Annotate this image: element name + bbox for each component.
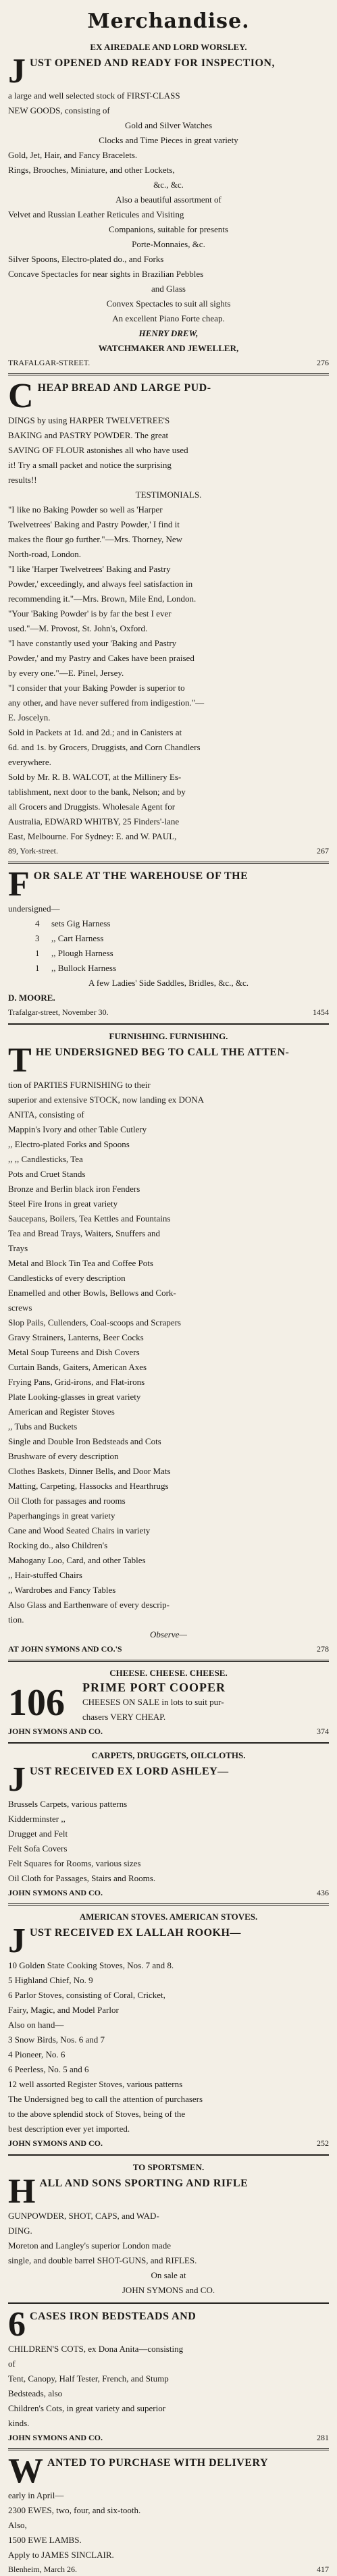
ad-lead: [8, 865, 329, 903]
body-line: Children's Cots, in great variety and superior: [8, 2403, 166, 2413]
item-tail: A few Ladies' Side Saddles, Bridles, &c., &c.: [88, 978, 249, 988]
ad-footer: [8, 1886, 329, 1899]
body-line: best description ever yet imported.: [8, 2124, 130, 2134]
ad-footer: [8, 1005, 329, 1019]
body-line: ,, Wardrobes and Fancy Tables: [8, 1585, 116, 1595]
body-line: Moreton and Langley's superior London made: [8, 2240, 171, 2251]
signature-name: D. MOORE.: [8, 993, 55, 1003]
advertisements: [8, 40, 329, 2576]
body-line: Enamelled and other Bowls, Bellows and Cork-: [8, 1288, 176, 1298]
ad-lead: [8, 52, 329, 90]
footer-text: TRAFALGAR-STREET.: [8, 358, 90, 367]
ad-body: [8, 2209, 329, 2298]
body-line: recommending it."—Mrs. Brown, Mile End, London.: [8, 594, 197, 604]
ad-lead: [8, 1924, 329, 1958]
footer-text: JOHN SYMONS AND CO.: [8, 2433, 103, 2442]
body-line: used."—M. Provost, St. John's, Oxford.: [8, 623, 148, 633]
body-line: Sold in Packets at 1d. and 2d.; and in Canisters at: [8, 727, 182, 737]
ad-bread: [8, 373, 329, 858]
body-line: Also,: [8, 2520, 27, 2530]
ad-headline: UST OPENED AND READY FOR INSPECTION,: [30, 57, 275, 69]
ad-number: 276: [317, 358, 329, 367]
cheese-line2: CHEESES ON SALE in lots to suit pur-: [82, 1697, 224, 1707]
body-line: Companions, suitable for presents: [109, 224, 228, 234]
ad-number: 267: [317, 846, 329, 856]
ad-headline: OR SALE AT THE WAREHOUSE OF THE: [33, 870, 249, 882]
body-line: 4 Pioneer, No. 6: [8, 2049, 66, 2059]
divider: [8, 2448, 329, 2450]
body-line: by every one."—E. Pinel, Jersey.: [8, 668, 124, 678]
body-line: 2300 EWES, two, four, and six-tooth.: [8, 2505, 141, 2515]
drop-cap: J: [8, 52, 26, 90]
drop-cap: W: [8, 2452, 43, 2490]
body-line: 6d. and 1s. by Grocers, Druggists, and Corn Chandlers: [8, 742, 201, 752]
observe-line: Observe—: [150, 1629, 187, 1639]
cheese-head: [8, 1681, 329, 1725]
body-line: North-road, London.: [8, 549, 81, 559]
body-line: Brussels Carpets, various patterns: [8, 1799, 128, 1809]
body-line: screws: [8, 1303, 32, 1313]
signature-title: WATCHMAKER AND JEWELLER,: [98, 343, 239, 353]
ad-lead: [8, 2172, 329, 2211]
body-line: DING.: [8, 2226, 32, 2236]
body-line: Powder,' and my Pastry and Cakes have been praised: [8, 653, 195, 663]
ad-headline: HEAP BREAD AND LARGE PUD-: [37, 382, 211, 394]
body-line: Clothes Baskets, Dinner Bells, and Door Mats: [8, 1466, 171, 1476]
cheese-lines: [82, 1681, 329, 1725]
body-line: Twelvetrees' Baking and Pastry Powder,' I find it: [8, 519, 180, 529]
body-line: Silver Spoons, Electro-plated do., and Forks: [8, 254, 164, 264]
body-line: Apply to JAMES SINCLAIR.: [8, 2550, 114, 2560]
ad-drew: [8, 40, 329, 369]
body-line: Mahogany Loo, Card, and other Tables: [8, 1555, 146, 1565]
ad-pretitle: EX AIREDALE AND LORD WORSLEY.: [90, 42, 247, 52]
body-line: Also on hand—: [8, 2020, 64, 2030]
body-line: tion.: [8, 1614, 24, 1625]
body-line: superior and extensive STOCK, now landing ex DONA: [8, 1095, 205, 1105]
ad-symons-furnishing: [8, 1023, 329, 1656]
drop-cap: F: [8, 865, 30, 903]
ad-headline: ALL AND SONS SPORTING AND RIFLE: [39, 2178, 249, 2189]
body-line: Fairy, Magic, and Model Parlor: [8, 2005, 119, 2015]
ad-number: 281: [317, 2433, 329, 2442]
body-line: 1500 EWE LAMBS.: [8, 2535, 82, 2545]
ad-body: [8, 413, 329, 844]
footer-text: Trafalgar-street, November 30.: [8, 1007, 109, 1017]
body-line: ANITA, consisting of: [8, 1109, 84, 1120]
body-line: Convex Spectacles to suit all sights: [106, 298, 231, 309]
ad-footer: [8, 1725, 329, 1738]
item-rows: [8, 916, 329, 976]
body-line: single, and double barrel SHOT-GUNS, and RIFLES.: [8, 2255, 197, 2265]
footer-text: Blenheim, March 26.: [8, 2565, 77, 2574]
ad-headline: UST RECEIVED EX LALLAH ROOKH—: [30, 1927, 241, 1939]
body-line: Sold by Mr. R. B. WALCOT, at the Millinery Es-: [8, 772, 182, 782]
body-line: "I consider that your Baking Powder is superior to: [8, 683, 185, 693]
body-line: a large and well selected stock of FIRST-CLASS: [8, 90, 180, 101]
drop-cap: J: [8, 1922, 26, 1960]
item-qty: 1: [35, 948, 40, 958]
body-line: Bronze and Berlin black iron Fenders: [8, 1184, 140, 1194]
body-line: ,, Hair-stuffed Chairs: [8, 1570, 82, 1580]
body-line: everywhere.: [8, 757, 51, 767]
ad-footer: [8, 844, 329, 858]
ad-moore: [8, 862, 329, 1019]
body-line: Oil Cloth for Passages, Stairs and Rooms.: [8, 1873, 156, 1883]
cheese-line3: chasers VERY CHEAP.: [82, 1712, 166, 1722]
body-line: Kidderminster ,,: [8, 1814, 66, 1824]
body-line: 10 Golden State Cooking Stoves, Nos. 7 and 8.: [8, 1960, 174, 1970]
ad-stoves: [8, 1903, 329, 2150]
drop-cap: H: [8, 2172, 36, 2211]
ad-footer: [8, 356, 329, 369]
body-line: SAVING OF FLOUR astonishes all who have used: [8, 445, 188, 455]
body-line: NEW GOODS, consisting of: [8, 105, 110, 115]
body-line: Curtain Bands, Gaiters, American Axes: [8, 1362, 147, 1372]
divider: [8, 2154, 329, 2156]
item-desc: ,, Bullock Harness: [51, 963, 117, 973]
body-line: kinds.: [8, 2418, 30, 2428]
ad-ewes: [8, 2448, 329, 2576]
drop-cap: C: [8, 377, 34, 415]
body-line: Concave Spectacles for near sights in Brazilian Pebbles: [8, 269, 204, 279]
body-line: DINGS by using HARPER TWELVETREE'S: [8, 415, 170, 425]
item-desc: ,, Plough Harness: [51, 948, 113, 958]
divider: [8, 1903, 329, 1905]
body-line: any other, and have never suffered from indigestion."—: [8, 698, 205, 708]
body-line: American and Register Stoves: [8, 1407, 115, 1417]
body-line: Frying Pans, Grid-irons, and Flat-irons: [8, 1377, 145, 1387]
body-line: Drugget and Felt: [8, 1829, 68, 1839]
body-line: Pots and Cruet Stands: [8, 1169, 86, 1179]
item-qty: 1: [35, 963, 40, 973]
ad-lead: [8, 2305, 329, 2344]
body-line: On sale at: [151, 2270, 186, 2280]
body-line: &c., &c.: [153, 180, 184, 190]
footer-text: AT JOHN SYMONS AND CO.'S: [8, 1644, 122, 1654]
body-line: Powder,' exceedingly, and always feel satisfaction in: [8, 579, 193, 589]
body-line: "I like 'Harper Twelvetrees' Baking and Pastry: [8, 564, 171, 574]
ad-headline: CASES IRON BEDSTEADS AND: [30, 2311, 197, 2322]
footer-text: 89, York-street.: [8, 846, 58, 856]
ad-number: 374: [317, 1727, 329, 1736]
ad-headline: ANTED TO PURCHASE WITH DELIVERY: [47, 2457, 269, 2469]
ad-pretitle: AMERICAN STOVES. AMERICAN STOVES.: [79, 1912, 258, 1922]
ad-footer: [8, 2562, 329, 2576]
ad-headline: UST RECEIVED EX LORD ASHLEY—: [30, 1766, 229, 1777]
body-line: Single and Double Iron Bedsteads and Cots: [8, 1436, 161, 1446]
divider: [8, 373, 329, 375]
body-line: GUNPOWDER, SHOT, CAPS, and WAD-: [8, 2211, 159, 2221]
ad-lead: [8, 2454, 329, 2488]
body-line: ,, Tubs and Buckets: [8, 1421, 78, 1431]
body-line: Gold, Jet, Hair, and Fancy Bracelets.: [8, 150, 138, 160]
body-line: Steel Fire Irons in great variety: [8, 1199, 118, 1209]
ad-footer: [8, 1642, 329, 1656]
ad-pretitle: CHEESE. CHEESE. CHEESE.: [109, 1668, 228, 1678]
body-line: early in April—: [8, 2490, 64, 2500]
cheese-line1: PRIME PORT COOPER: [82, 1681, 226, 1694]
divider: [8, 1742, 329, 1744]
body-line: ,, ,, Candlesticks, Tea: [8, 1154, 83, 1164]
ad-number: 436: [317, 1888, 329, 1897]
newspaper-page: [8, 0, 329, 2576]
masthead: Merchandise.: [87, 9, 250, 33]
body-line: Cane and Wood Seated Chairs in variety: [8, 1525, 151, 1535]
ad-body: [8, 1958, 329, 2136]
body-line: 6 Parlor Stoves, consisting of Coral, Cricket,: [8, 1990, 165, 2000]
item-row: [35, 946, 329, 961]
body-line: 3 Snow Birds, Nos. 6 and 7: [8, 2034, 105, 2045]
body-line: it! Try a small packet and notice the surprising: [8, 460, 172, 470]
ad-lead: [8, 1041, 329, 1080]
body-line: "Your 'Baking Powder' is by far the best I ever: [8, 608, 172, 619]
body-line: Plate Looking-glasses in great variety: [8, 1392, 141, 1402]
body-line: ,, Electro-plated Forks and Spoons: [8, 1139, 130, 1149]
body-line: Matting, Carpeting, Hassocks and Hearthrugs: [8, 1481, 169, 1491]
body-line: Oil Cloth for passages and rooms: [8, 1496, 126, 1506]
ad-pretitle: TO SPORTSMEN.: [132, 2162, 205, 2172]
body-line: Bedsteads, also: [8, 2388, 63, 2398]
body-line: BAKING and PASTRY POWDER. The great: [8, 430, 169, 440]
body-line: "I like no Baking Powder so well as 'Harper: [8, 504, 163, 515]
item-desc: sets Gig Harness: [51, 918, 111, 928]
body-line: The Undersigned beg to call the attention of purchasers: [8, 2094, 203, 2104]
body-line: Rings, Brooches, Miniature, and other Lockets,: [8, 165, 175, 175]
body-line: 6 Peerless, No. 5 and 6: [8, 2064, 89, 2074]
drop-cap: 6: [8, 2305, 26, 2344]
ad-cheese: [8, 1660, 329, 1738]
divider: [8, 1023, 329, 1025]
ad-pretitle: CARPETS, DRUGGETS, OILCLOTHS.: [91, 1750, 246, 1760]
item-desc: ,, Cart Harness: [51, 933, 104, 943]
body-line: of: [8, 2359, 16, 2369]
divider: [8, 862, 329, 864]
ad-bedsteads: [8, 2302, 329, 2444]
body-line: Brushware of every description: [8, 1451, 119, 1461]
body-line: Velvet and Russian Leather Reticules and Visiting: [8, 209, 184, 219]
body-line: Clocks and Time Pieces in great variety: [99, 135, 238, 145]
ad-number: 417: [317, 2565, 329, 2574]
big-number: 106: [8, 1681, 65, 1724]
ad-footer: [8, 2136, 329, 2150]
body-line: JOHN SYMONS and CO.: [122, 2285, 215, 2295]
ad-number: 1454: [313, 1007, 329, 1017]
footer-text: JOHN SYMONS AND CO.: [8, 1727, 103, 1736]
body-line: Mappin's Ivory and other Table Cutlery: [8, 1124, 147, 1134]
body-line: Also Glass and Earthenware of every descrip-: [8, 1600, 170, 1610]
body-line: Porte-Monnaies, &c.: [132, 239, 205, 249]
body-line: Australia, EDWARD WHITBY, 25 Finders'-lane: [8, 816, 180, 826]
body-line: tion of PARTIES FURNISHING to their: [8, 1080, 151, 1090]
item-qty: 3: [35, 933, 40, 943]
body-line: Gold and Silver Watches: [124, 120, 213, 130]
body-line: Felt Sofa Covers: [8, 1843, 68, 1854]
ad-hall: [8, 2154, 329, 2298]
drop-cap: J: [8, 1760, 26, 1799]
body-line: CHILDREN'S COTS, ex Dona Anita—consisting: [8, 2344, 184, 2354]
ad-subline: undersigned—: [8, 903, 60, 914]
body-line: and Glass: [151, 284, 186, 294]
ad-number: 278: [317, 1644, 329, 1654]
ad-body: [8, 2342, 329, 2431]
body-line: Saucepans, Boilers, Tea Kettles and Fountains: [8, 1213, 171, 1224]
body-line: Rocking do., also Children's: [8, 1540, 108, 1550]
ad-lead: [8, 1760, 329, 1799]
body-line: Metal Soup Tureens and Dish Covers: [8, 1347, 140, 1357]
drop-cap: T: [8, 1041, 32, 1080]
body-line: Trays: [8, 1243, 28, 1253]
body-line: 5 Highland Chief, No. 9: [8, 1975, 93, 1985]
body-line: East, Melbourne. For Sydney: E. and W. PAUL,: [8, 831, 177, 841]
body-line: Gravy Strainers, Lanterns, Beer Cocks: [8, 1332, 144, 1342]
divider: [8, 2302, 329, 2304]
body-line: E. Joscelyn.: [8, 712, 51, 722]
body-line: Metal and Block Tin Tea and Coffee Pots: [8, 1258, 153, 1268]
body-line: Tent, Canopy, Half Tester, French, and Stump: [8, 2373, 169, 2384]
ad-lead: [8, 379, 329, 413]
body-line: Paperhangings in great variety: [8, 1510, 115, 1521]
body-line: "I have constantly used your 'Baking and Pastry: [8, 638, 177, 648]
ad-headline: HE UNDERSIGNED BEG TO CALL THE ATTEN-: [35, 1047, 290, 1058]
item-qty: 4: [35, 918, 40, 928]
footer-text: JOHN SYMONS AND CO.: [8, 2138, 103, 2148]
body-line: results!!: [8, 475, 37, 485]
ad-body: [8, 88, 329, 326]
body-line: all Grocers and Druggists. Wholesale Agent for: [8, 801, 176, 812]
body-line: Candlesticks of every description: [8, 1273, 126, 1283]
body-line: 12 well assorted Register Stoves, various patterns: [8, 2079, 183, 2089]
footer-text: JOHN SYMONS AND CO.: [8, 1888, 103, 1897]
body-line: Slop Pails, Cullenders, Coal-scoops and Scrapers: [8, 1317, 181, 1328]
body-line: Also a beautiful assortment of: [115, 194, 222, 205]
body-line: Felt Squares for Rooms, various sizes: [8, 1858, 141, 1868]
body-line: tablishment, next door to the bank, Nelson; and by: [8, 787, 186, 797]
ad-footer: [8, 2431, 329, 2444]
body-line: to the above splendid stock of Stoves, being of the: [8, 2109, 186, 2119]
body-line: makes the flour go further."—Mrs. Thorney, New: [8, 534, 183, 544]
ad-body: [8, 1078, 329, 1627]
body-line: TESTIMONIALS.: [135, 490, 202, 500]
ad-body: [8, 1797, 329, 1886]
item-row: [35, 916, 329, 931]
ad-number: 252: [317, 2138, 329, 2148]
item-row: [35, 961, 329, 976]
signature-name: HENRY DREW,: [138, 328, 199, 338]
ad-body: [8, 2488, 329, 2562]
body-line: Tea and Bread Trays, Waiters, Snuffers and: [8, 1228, 161, 1238]
item-row: [35, 931, 329, 946]
divider: [8, 1660, 329, 1662]
ad-pretitle: FURNISHING. FURNISHING.: [109, 1031, 228, 1041]
ad-carpets: [8, 1742, 329, 1899]
body-line: An excellent Piano Forte cheap.: [112, 313, 225, 323]
